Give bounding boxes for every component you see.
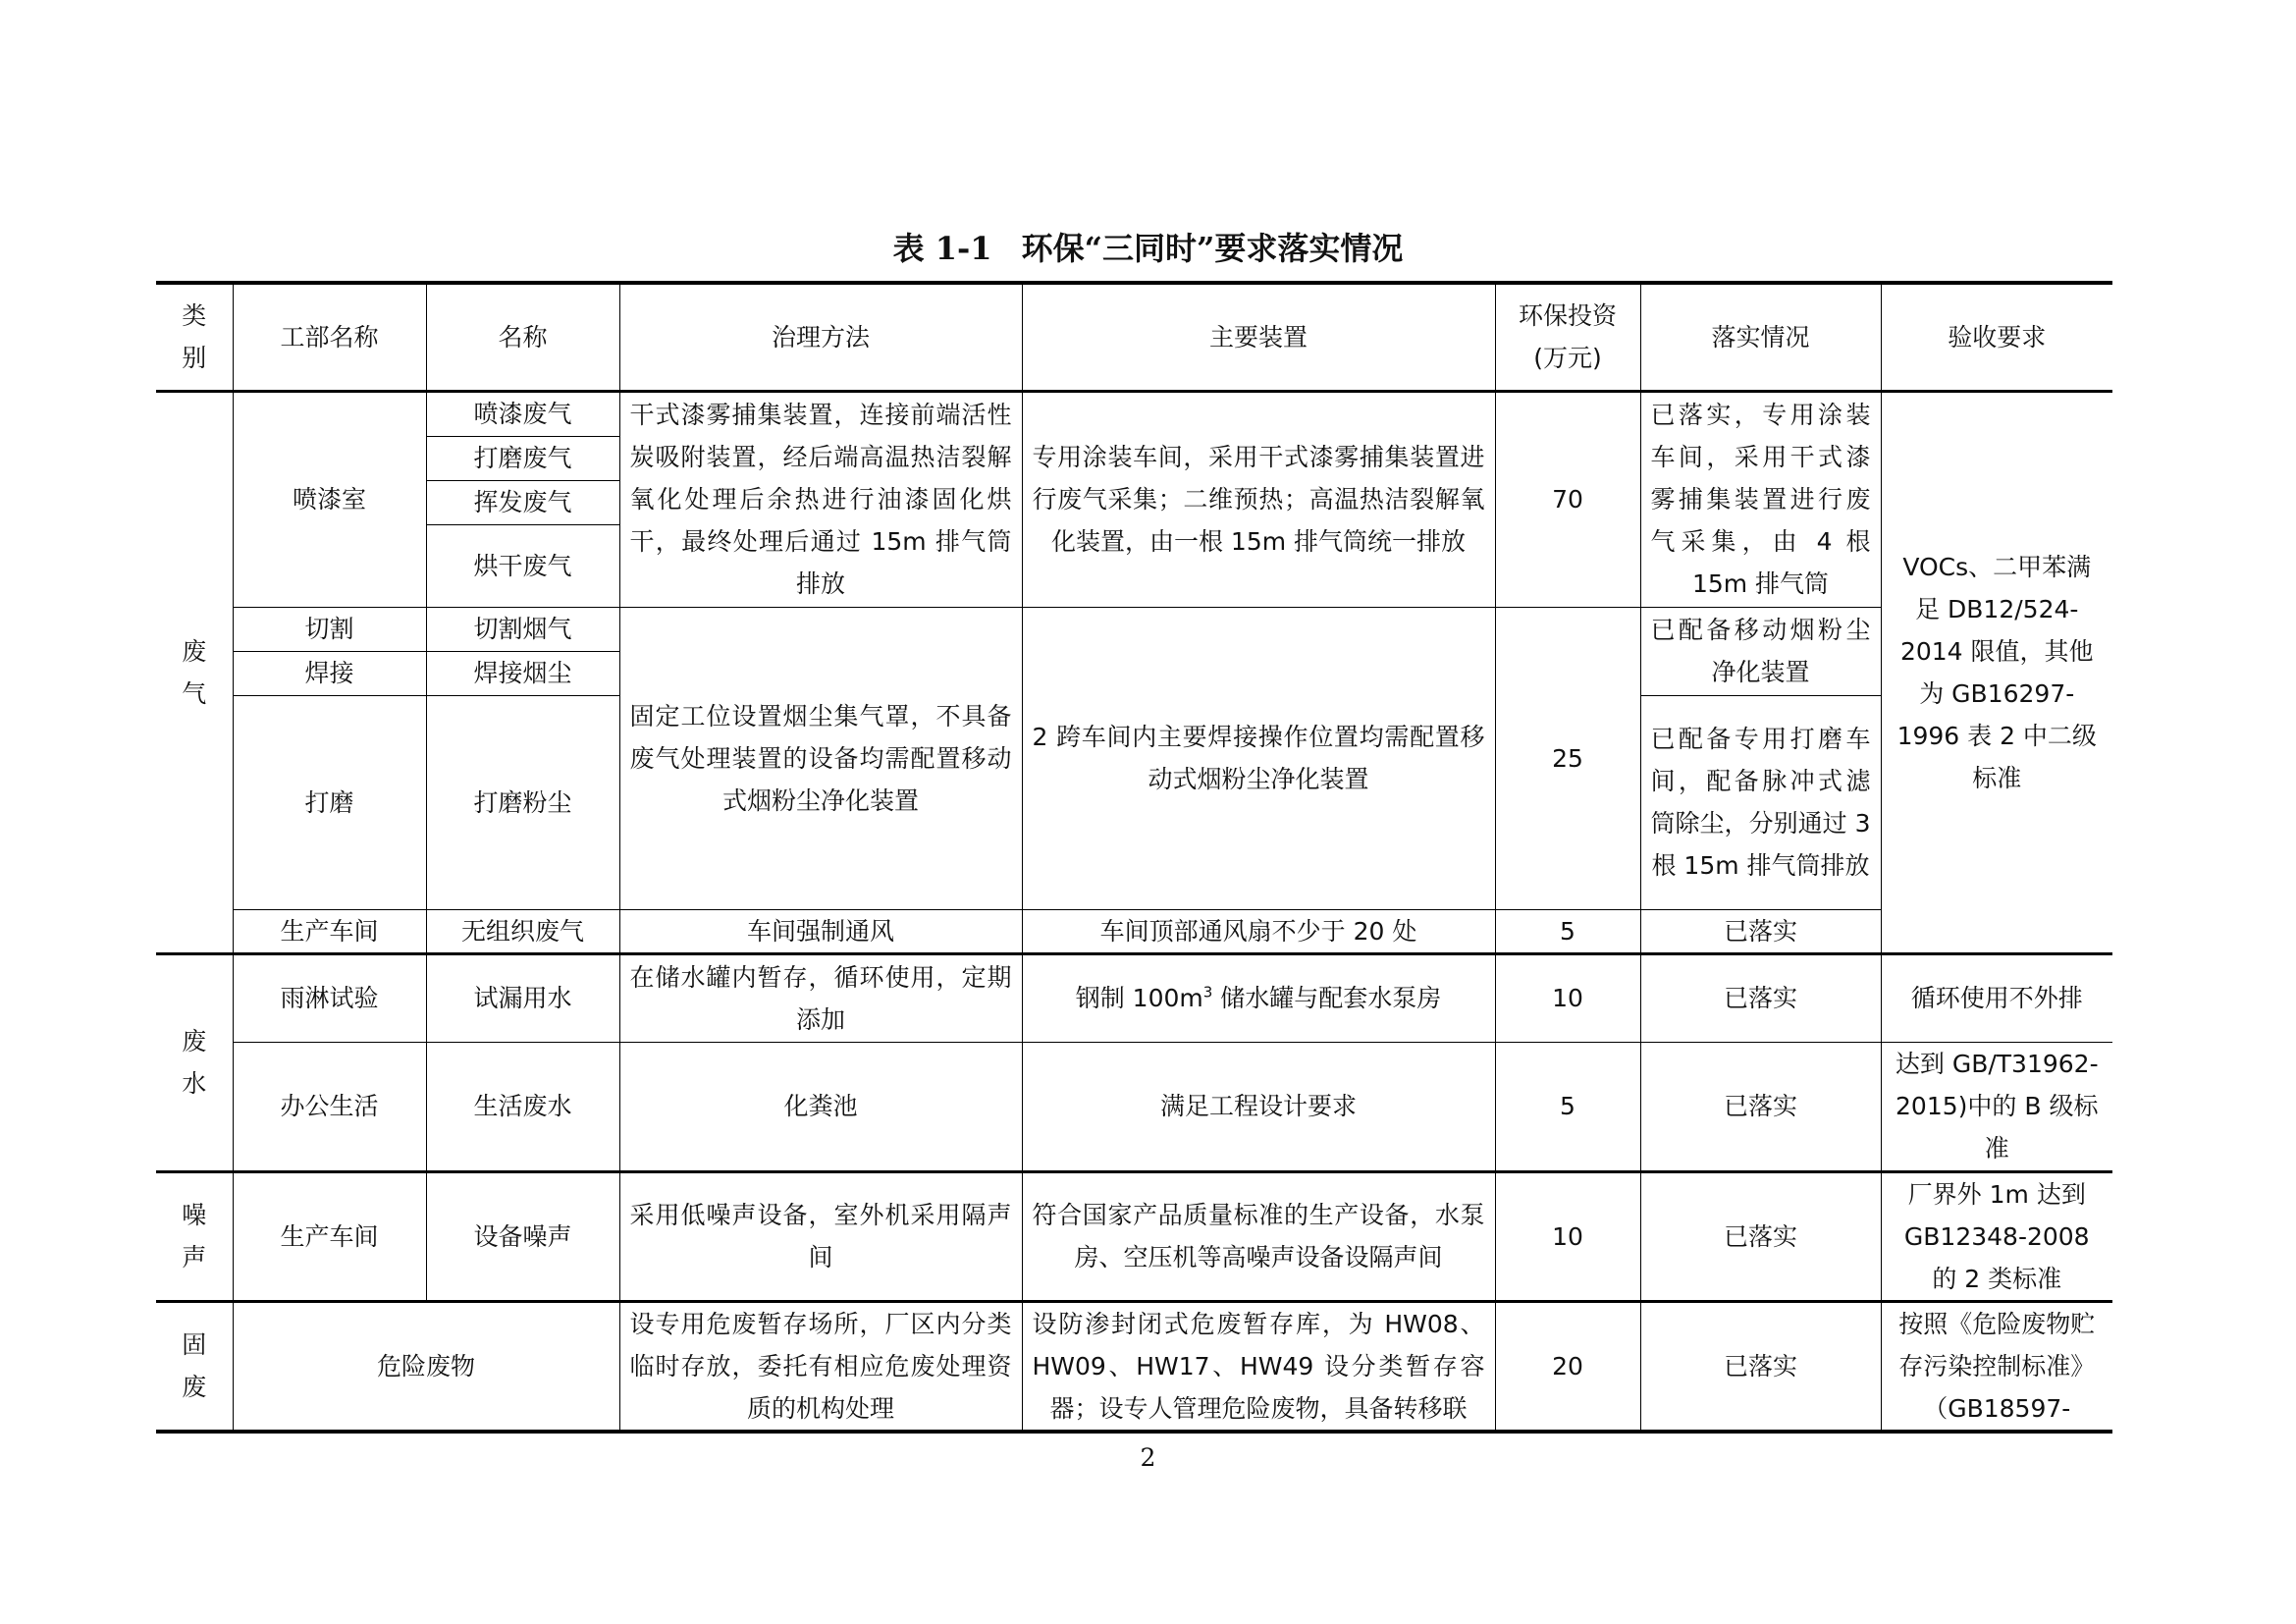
cell-office: 办公生活 xyxy=(233,1042,426,1171)
cell-noise-workshop: 生产车间 xyxy=(233,1171,426,1301)
cell-spray-device: 专用涂装车间，采用干式漆雾捕集装置进行废气采集；二维预热；高温热洁裂解氧化装置，由一根 15m 排气筒统一排放 xyxy=(1022,391,1495,607)
cell-grind-dust: 打磨粉尘 xyxy=(426,695,619,909)
cell-weld: 焊接 xyxy=(233,651,426,695)
header-category: 类别 xyxy=(156,283,233,391)
table-title xyxy=(0,224,2296,269)
cell-spray-gas: 喷漆废气 xyxy=(426,391,619,436)
rain-device-pre: 钢制 100m xyxy=(1075,984,1203,1012)
table-row xyxy=(156,1301,2112,1432)
category-water: 废水 xyxy=(156,953,233,1171)
table-row xyxy=(156,909,2112,953)
cell-grind-status: 已配备专用打磨车间，配备脉冲式滤筒除尘，分别通过 3 根 15m 排气筒排放 xyxy=(1640,695,1881,909)
header-row xyxy=(156,283,2112,391)
three-simultaneous-table xyxy=(156,281,2112,1434)
cell-noise-invest: 10 xyxy=(1495,1171,1640,1301)
cell-office-method: 化粪池 xyxy=(619,1042,1022,1171)
cell-noise-status: 已落实 xyxy=(1640,1171,1881,1301)
table-title-label: 表 xyxy=(892,230,925,267)
cell-office-accept: 达到 GB/T31962-2015)中的 B 级标准 xyxy=(1881,1042,2112,1171)
cell-solid-invest: 20 xyxy=(1495,1301,1640,1432)
table-row xyxy=(156,953,2112,1042)
header-invest: 环保投资(万元) xyxy=(1495,283,1640,391)
cell-solid-method: 设专用危废暂存场所，厂区内分类临时存放，委托有相应危废处理资质的机构处理 xyxy=(619,1301,1022,1432)
cell-spray-status: 已落实，专用涂装车间，采用干式漆雾捕集装置进行废气采集，由 4 根 15m 排气筒 xyxy=(1640,391,1881,607)
cell-noise-equip: 设备噪声 xyxy=(426,1171,619,1301)
cell-gas-acceptance: VOCs、二甲苯满足 DB12/524-2014 限值，其他为 GB16297-1996 表 2 中二级标准 xyxy=(1881,391,2112,953)
cell-gas-workshop: 生产车间 xyxy=(233,909,426,953)
cell-weld-device: 2 跨车间内主要焊接操作位置均需配置移动式烟粉尘净化装置 xyxy=(1022,607,1495,909)
table-title-text: 环保“三同时”要求落实情况 xyxy=(1021,230,1404,267)
cell-fugitive-invest: 5 xyxy=(1495,909,1640,953)
cell-leak: 试漏用水 xyxy=(426,953,619,1042)
header-device: 主要装置 xyxy=(1022,283,1495,391)
cell-office-invest: 5 xyxy=(1495,1042,1640,1171)
rain-device-sup: 3 xyxy=(1202,983,1213,1001)
cell-spray-room: 喷漆室 xyxy=(233,391,426,607)
cell-weld-invest: 25 xyxy=(1495,607,1640,909)
cell-volatile-gas: 挥发废气 xyxy=(426,480,619,524)
page-number: 2 xyxy=(1140,1443,1156,1472)
cell-fugitive-status: 已落实 xyxy=(1640,909,1881,953)
header-section: 工部名称 xyxy=(233,283,426,391)
cell-cut-status: 已配备移动烟粉尘净化装置 xyxy=(1640,607,1881,695)
cell-grind: 打磨 xyxy=(233,695,426,909)
category-noise: 噪声 xyxy=(156,1171,233,1301)
cell-hazard: 危险废物 xyxy=(233,1301,619,1432)
cell-grind-gas: 打磨废气 xyxy=(426,436,619,480)
header-name: 名称 xyxy=(426,283,619,391)
table-row xyxy=(156,607,2112,651)
cell-rain-invest: 10 xyxy=(1495,953,1640,1042)
header-method: 治理方法 xyxy=(619,283,1022,391)
header-acceptance: 验收要求 xyxy=(1881,283,2112,391)
cell-domestic: 生活废水 xyxy=(426,1042,619,1171)
category-solid: 固废 xyxy=(156,1301,233,1432)
cell-solid-device: 设防渗封闭式危废暂存库，为 HW08、HW09、HW17、HW49 设分类暂存容器；设专人管理危险废物，具备转移联 xyxy=(1022,1301,1495,1432)
cell-solid-status: 已落实 xyxy=(1640,1301,1881,1432)
rain-device-post: 储水罐与配套水泵房 xyxy=(1212,984,1442,1012)
table-row xyxy=(156,1171,2112,1301)
cell-office-device: 满足工程设计要求 xyxy=(1022,1042,1495,1171)
cell-rain-device xyxy=(1022,953,1495,1042)
cell-weld-dust: 焊接烟尘 xyxy=(426,651,619,695)
table-row xyxy=(156,1042,2112,1171)
cell-cut-smoke: 切割烟气 xyxy=(426,607,619,651)
table-row xyxy=(156,391,2112,436)
cell-noise-accept: 厂界外 1m 达到 GB12348-2008 的 2 类标准 xyxy=(1881,1171,2112,1301)
cell-cut: 切割 xyxy=(233,607,426,651)
cell-noise-device: 符合国家产品质量标准的生产设备，水泵房、空压机等高噪声设备设隔声间 xyxy=(1022,1171,1495,1301)
cell-rain-method: 在储水罐内暂存，循环使用，定期添加 xyxy=(619,953,1022,1042)
cell-rain: 雨淋试验 xyxy=(233,953,426,1042)
cell-spray-method: 干式漆雾捕集装置，连接前端活性炭吸附装置，经后端高温热洁裂解氧化处理后余热进行油漆固化烘干，最终处理后通过 15m 排气筒排放 xyxy=(619,391,1022,607)
cell-spray-invest: 70 xyxy=(1495,391,1640,607)
cell-rain-status: 已落实 xyxy=(1640,953,1881,1042)
table-title-number: 1-1 xyxy=(934,230,992,267)
cell-fugitive-method: 车间强制通风 xyxy=(619,909,1022,953)
cell-noise-method: 采用低噪声设备，室外机采用隔声间 xyxy=(619,1171,1022,1301)
cell-rain-accept: 循环使用不外排 xyxy=(1881,953,2112,1042)
cell-solid-accept: 按照《危险废物贮存污染控制标准》（GB18597- xyxy=(1881,1301,2112,1432)
cell-dry-gas: 烘干废气 xyxy=(426,524,619,607)
cell-weld-method: 固定工位设置烟尘集气罩，不具备废气处理装置的设备均需配置移动式烟粉尘净化装置 xyxy=(619,607,1022,909)
cell-fugitive-device: 车间顶部通风扇不少于 20 处 xyxy=(1022,909,1495,953)
category-gas: 废气 xyxy=(156,391,233,953)
cell-office-status: 已落实 xyxy=(1640,1042,1881,1171)
cell-fugitive: 无组织废气 xyxy=(426,909,619,953)
header-status: 落实情况 xyxy=(1640,283,1881,391)
